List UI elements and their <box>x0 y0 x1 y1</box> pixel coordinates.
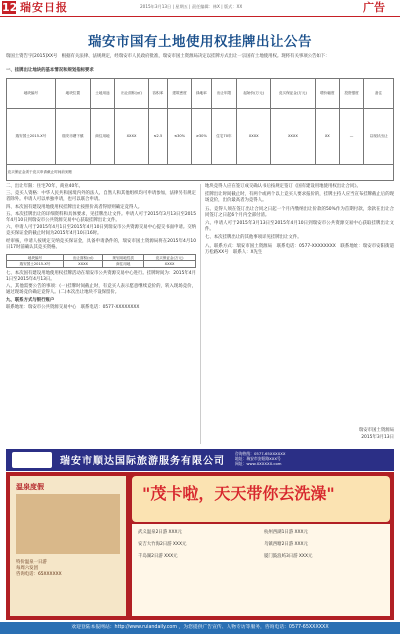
ad-left-text <box>16 560 120 579</box>
table-header: 竞买保证金(万元) <box>271 79 316 109</box>
paragraph: 联系地址：瑞安市公共资源交易中心 联系电话：0577-XXXXXXXX <box>6 304 140 310</box>
ad-left-line: 每周六发团 <box>16 566 38 572</box>
table-cell: 瑞安国土2015-X号 <box>7 109 56 165</box>
paragraph: 二、出让年限：住宅70年，商业40年。 <box>6 184 84 189</box>
section1-title: 一、挂牌出让地块的基本情况和规划指标要求 <box>6 68 94 73</box>
ad-info-line: 地址：瑞安市安阳路XXX号 <box>235 456 281 461</box>
land-info-table <box>6 78 394 181</box>
paragraph: 挂牌出让时间截止时，有两个或两个以上竞买人要求报价的，挂牌主持人应当宣布挂牌截止后的现场竞价，出价最高者为竞得人。 <box>205 192 394 204</box>
section-label: 广告 <box>363 1 385 14</box>
ad-title: 瑞安市顺达国际旅游服务有限公司 <box>60 456 225 467</box>
column-divider <box>200 184 201 444</box>
left-column <box>6 184 196 311</box>
deposit-cell: 瑞安国土2015-X号 <box>7 261 64 267</box>
table-cell: ≥30% <box>192 109 211 165</box>
tour-item: 乌镇西塘2日游 XXX元 <box>264 542 308 548</box>
table-header: 绿地率 <box>192 79 211 109</box>
table-note: 竞买保证金须于竞买申请截止时间前到账 <box>7 165 394 181</box>
ad-info-line: 咨询热线：0577-65XXXXXX <box>235 451 286 456</box>
paragraph: 七、本次挂牌出让的其他事项详见挂牌出让文件。 <box>205 235 302 241</box>
table-header-row <box>7 79 394 109</box>
travel-logo <box>12 452 52 468</box>
deposit-header: 竞买保证金(万元) <box>144 255 196 261</box>
footer-banner: 欢迎登陆本报网站：http://www.ruiandaily.com ，为您提供广告宣传、人物专访等服务，咨询电话：0577-65XXXXXX <box>0 622 400 634</box>
table-header: 土地用途 <box>90 79 114 109</box>
signature-org: 瑞安市国土资源局 <box>358 428 394 433</box>
table-header: 起始价(万元) <box>237 79 271 109</box>
tour-item: 杭州西湖1日游 XXX元 <box>264 530 308 535</box>
table-cell: 商住用地 <box>90 109 114 165</box>
table-header: 增价幅度 <box>315 79 339 109</box>
table-cell: 瑞安市塘下镇 <box>55 109 90 165</box>
tour-item: 千岛湖2日游 XXX元 <box>138 554 178 560</box>
deposit-table <box>6 254 196 268</box>
ad-info <box>235 451 390 466</box>
paragraph: 五、竞得人须在签订出让合同之日起一个月内缴纳出让价款的50%作为首期付款，余款在出让合同签订之日起6个月内全部付清。 <box>205 206 394 218</box>
table-row <box>7 109 394 165</box>
ad-left-line: 特价温泉一日游 <box>16 560 47 565</box>
deposit-header: 地块编号 <box>7 255 64 261</box>
deposit-header: 出让面积(㎡) <box>63 255 102 261</box>
table-cell: 住宅70年 <box>211 109 237 165</box>
paragraph: 六、申请人可于2015年3月13日至2015年4月10日到瑞安市公共资源交易中心获取挂牌出让文件。 <box>205 221 394 233</box>
signature-date: 2015年3月13日 <box>361 435 394 440</box>
ad-slogan: "茂卡啦，天天带你去洗澡" <box>142 484 335 503</box>
table-header: 地块编号 <box>7 79 56 109</box>
paragraph: 五、本次挂牌出让的详细资料和具体要求，见挂牌出让文件。申请人可于2015年3月13日至2015年4月10日到瑞安市公共资源交易中心获取挂牌出让文件。 <box>6 211 196 224</box>
date-line: 2015年3月13日 | 星期五 | 责任编辑：林X | 版式：XX <box>140 4 243 9</box>
paragraph: 三、竞买人资格：中华人民共和国境内外的法人、自然人和其他组织均可申请参加，法律另有规定者除外。申请人可以单独申请，也可以联合申请。 <box>6 191 196 203</box>
table-cell: XX <box>315 109 339 165</box>
paragraph: 八、联系方式：瑞安市国土资源局 联系电话：0577-XXXXXXXX 联系地址：瑞安市安阳街道万松路XX号 联系人：X先生 <box>205 243 394 255</box>
table-header: 地块位置 <box>55 79 90 109</box>
paragraph: 八、其他需要公告的事项：(一)挂牌时间截止时，有竞买人表示愿意继续竞价的，转入现场竞价，通过现场竞价确定竞得人。(二)本次出让地块不设保留价。 <box>6 284 196 296</box>
tour-item: 武义温泉2日游 XXX元 <box>138 530 182 535</box>
table-row <box>7 261 196 267</box>
deposit-cell: XXXX <box>63 261 102 267</box>
deposit-header: 规划用地性质 <box>103 255 144 261</box>
header-rule <box>0 16 400 17</box>
ad-info-line: 网址：www.XXXXXX.com <box>235 461 282 466</box>
intro-paragraph: 瑞国土资告字[2015]XX号 根据有关法律、法规规定，经瑞安市人民政府批准，瑞安市国土资源局决定以挂牌方式出让一宗国有土地使用权。现将有关事项公告如下： <box>6 54 330 59</box>
right-column <box>205 184 394 260</box>
paragraph: 地块竞得人应在签订成交确认书后按规定签订《国有建设用地使用权出让合同》。 <box>205 184 361 189</box>
paragraph: 经审核，申请人按规定交纳竞买保证金，具备申请条件的，瑞安市国土资源局将在2015年4月10日17时前确认其竞买资格。 <box>6 238 196 250</box>
paragraph: 四、本次国有建设用地使用权挂牌出让按照价高者得原则确定竞得人。 <box>6 204 143 210</box>
paragraph: 七、本次国有建设用地使用权挂牌活动在瑞安市公共资源交易中心进行。挂牌时间为：2015年4月1日至2015年4月13日。 <box>6 270 196 283</box>
table-header: 出让面积(㎡) <box>115 79 149 109</box>
ad-left-line: 咨询电话：65XXXXXX <box>16 572 62 578</box>
headline: 瑞安市国有土地使用权挂牌出让公告 <box>88 34 312 50</box>
deposit-cell: XXXX <box>144 261 196 267</box>
table-header: 投资强度 <box>339 79 363 109</box>
table-header: 容积率 <box>148 79 167 109</box>
table-cell: ≤30% <box>167 109 191 165</box>
table-cell: XXXX <box>271 109 316 165</box>
table-cell: 以现状出让 <box>364 109 394 165</box>
table-cell: — <box>339 109 363 165</box>
table-header: 出让年限 <box>211 79 237 109</box>
paragraph: 六、申请人可于2015年4月1日至2015年4月10日到瑞安市公共资源交易中心提交书面申请。交纳竞买保证金的截止时间为2015年4月10日16时。 <box>6 225 196 237</box>
paragraph: 九、联系方式与银行账户 <box>6 297 55 303</box>
paper-name: 瑞安日报 <box>20 1 68 14</box>
page-number: 12 <box>2 1 18 14</box>
table-cell: ≤2.5 <box>148 109 167 165</box>
tour-item: 厦门鼓浪屿3日游 XXX元 <box>264 554 313 560</box>
table-header: 备注 <box>364 79 394 109</box>
table-header: 建筑密度 <box>167 79 191 109</box>
hot-spring-photo <box>16 494 120 554</box>
tour-list-col2 <box>264 530 384 561</box>
table-cell: XXXX <box>115 109 149 165</box>
deposit-cell: 商住用地 <box>103 261 144 267</box>
ad-left-title: 温泉度假 <box>16 483 44 491</box>
tour-item: 安吉大竹海2日游 XXX元 <box>138 542 187 548</box>
table-note-row <box>7 165 394 181</box>
table-cell: XXXX <box>237 109 271 165</box>
tour-list-col1 <box>138 530 258 561</box>
